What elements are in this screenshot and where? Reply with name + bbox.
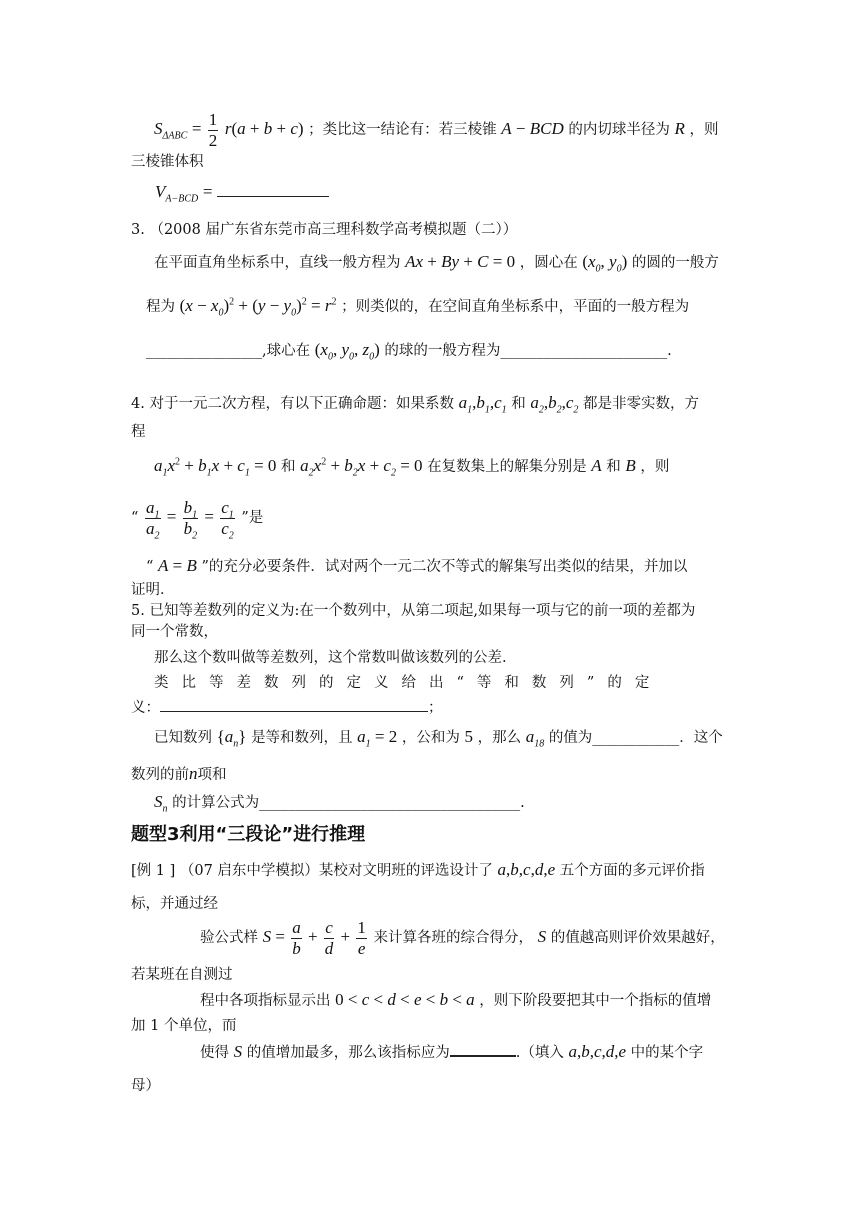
- text-definition: 义：: [131, 700, 160, 716]
- math-line-eq: Ax: [405, 252, 424, 271]
- problem-5-line2: 同一个常数，: [131, 624, 218, 640]
- text-then-2: ，则: [640, 459, 670, 475]
- example-1-line1: [例 1 ] （07 启东中学模拟）某校对文明班的评选设计了 a,b,c,d,e 五个方面的多元评价指: [131, 860, 705, 879]
- problem-4-ratio-line: “ $\frac{a_1}{a_2}$ = $\frac{b_1}{b_2}$ = $\frac{c_1}{c_2}$ ”是: [131, 498, 264, 541]
- math-sn: $S_n$: [154, 792, 168, 815]
- problem-4-line6: 证明．: [131, 582, 175, 598]
- math-s-triangle: $S_{\Delta ABC}$: [154, 119, 188, 142]
- example-1-line4: 若某班在自测过: [131, 967, 233, 983]
- text-make: 使得: [200, 1045, 229, 1061]
- text-increase-most: 的值增加最多，那么该指标应为: [246, 1045, 450, 1061]
- math-circle-eq: (: [179, 296, 186, 315]
- volume-line: $V_{A-BCD}$ =: [155, 182, 329, 202]
- math-abcde-2: a: [568, 1042, 577, 1061]
- text-solution-sets: 在复数集上的解集分别是: [427, 459, 587, 475]
- text-and: 和: [511, 396, 526, 412]
- text-analogy: ；类比这一结论有：若三棱锥: [308, 122, 497, 139]
- math-set-b: B: [625, 456, 636, 475]
- math-a1-eq-2: $a_1$: [357, 727, 371, 750]
- problem-3-line3: ________________,球心在 ($x_0$, $y_0$, $z_0$) 的球的一般方程为_______________________.: [146, 340, 672, 363]
- math-set-a: A: [591, 456, 602, 475]
- math-coeffs-1: $a_1$: [458, 393, 473, 416]
- problem-4-line3: $a_1x^2 + b_1x + c_1 = 0$ 和 $a_2x^2 + b_2x + c_2 = 0$ 在复数集上的解集分别是 A 和 B ，则: [154, 456, 670, 479]
- text-example-intro: [例 1 ] （07 启东中学模拟）某校对文明班的评选设计了: [131, 863, 493, 879]
- text-five-aspects: 五个方面的多元评价指: [559, 863, 705, 879]
- fraction-b1-b2: $\frac{b_1}{b_2}$: [183, 498, 198, 541]
- answer-blank-volume[interactable]: [217, 184, 329, 197]
- example-1-line8: 母）: [131, 1078, 160, 1094]
- text-empirical-formula: 验公式样: [200, 930, 258, 947]
- problem-5-line6: 已知数列 $\{a_n\}$ 是等和数列，且 $a_1 = 2$ ，公和为 5 ，那么 $a_{18}$ 的值为____________．这个: [154, 727, 723, 750]
- math-n: n: [189, 764, 198, 783]
- math-a18: $a_{18}$: [525, 727, 545, 750]
- problem-5-line8: [154, 792, 525, 815]
- example-1-line3: 验公式样 S = $\frac{a}{b}$ + $\frac{c}{d}$ + $\frac{1}{e}$ 来计算各班的综合得分， S 的值越高则评价效果越好，: [200, 918, 725, 958]
- problem-3-line1: 在平面直角坐标系中，直线一般方程为 Ax + By + C = 0 ，圆心在 ($x_0$, $y_0$) 的圆的一般方: [154, 252, 719, 275]
- text-higher-better: 的值越高则评价效果越好，: [550, 930, 725, 947]
- text-known-sequence: 已知数列: [154, 730, 212, 746]
- math-center-3d: $x_0$: [320, 340, 333, 363]
- math-a-eq-b: A: [158, 556, 169, 575]
- text-circle-general: 的圆的一般方: [631, 255, 719, 271]
- text-equal-sum-seq: 是等和数列，且: [251, 730, 353, 746]
- problem-3-line2: 程为 $(x - x_0)^2 + (y - y_0)^2 = r^2$ ；则类似的，在空间直角坐标系中，平面的一般方程为: [146, 296, 690, 319]
- example-1-line2: 标，并通过经: [131, 896, 218, 912]
- problem-3-header: 3. （2008 届广东省东莞市高三理科数学高考模拟题（二））: [131, 222, 518, 238]
- problem-5-line5: [131, 699, 443, 717]
- math-s-formula: S: [262, 927, 272, 947]
- text-and-3: 和: [606, 459, 621, 475]
- open-quote: “: [131, 510, 139, 527]
- problem-4-line2: 程: [131, 424, 146, 440]
- text-pyramid-volume: 三棱锥体积: [131, 154, 204, 170]
- text-center-at: ，圆心在: [519, 255, 578, 271]
- answer-blank-indicator[interactable]: [450, 1043, 516, 1057]
- text-inscribed-radius: 的内切球半径为: [568, 122, 670, 139]
- problem-5-line7: [131, 764, 227, 784]
- fraction-c-d: $\frac{c}{d}$: [324, 918, 334, 958]
- math-v-abcd: $V_{A-BCD}$: [155, 182, 199, 205]
- problem-5-line4: 类比等差数列的定义给出“等和数列”的定: [154, 675, 663, 691]
- formula-line-1: $S_{\Delta ABC}$ = $\frac{1}{2}$ r(a + b + c) ；类比这一结论有：若三棱锥 A − BCD 的内切球半径为 R ，则: [154, 110, 719, 150]
- fraction-c1-c2: $\frac{c_1}{c_2}$: [221, 498, 234, 541]
- fraction-half: $\frac{1}{2}$: [208, 110, 218, 150]
- answer-blank-sphere[interactable]: 的球的一般方程为_______________________.: [384, 343, 672, 359]
- math-s-2: S: [233, 1042, 243, 1061]
- fraction-1-e: $\frac{1}{e}$: [357, 918, 366, 958]
- text-fill-in: .（填入: [515, 1045, 564, 1061]
- math-coeffs-2: $a_2$: [530, 393, 544, 416]
- math-inequality: 0 <: [335, 990, 362, 1009]
- text-necessary-sufficient: ”的充分必要条件．试对两个一元二次不等式的解集写出类似的结果，并加以: [201, 559, 688, 575]
- problem-5-line1: 5. 已知等差数列的定义为:在一个数列中，从第二项起,如果每一项与它的前一项的差都为: [131, 603, 696, 619]
- text-quadratic-intro: 4. 对于一元二次方程，有以下正确命题：如果系数: [131, 396, 454, 412]
- math-s: S: [537, 927, 547, 947]
- math-area-formula: r: [224, 119, 232, 139]
- text-is: 程为: [146, 299, 175, 315]
- math-center-2d: $x_0$: [588, 252, 601, 275]
- example-1-line5: 程中各项指标显示出 0 < c < d < e < b < a ，则下阶段要把其中一个指标的值增: [200, 990, 712, 1009]
- answer-blank-a18[interactable]: 的值为____________．这个: [548, 730, 723, 746]
- math-r: R: [674, 119, 685, 139]
- close-quote-is: ”是: [241, 510, 264, 527]
- math-sequence-an: $a_n$: [224, 727, 239, 750]
- section-heading: 题型3利用“三段论”进行推理: [131, 824, 366, 845]
- math-abcde: a: [497, 860, 507, 879]
- fraction-a1-a2: $\frac{a_1}{a_2}$: [146, 498, 160, 541]
- math-eq2: $a_2x^2$: [300, 456, 327, 479]
- text-nonzero: 都是非零实数，方: [582, 396, 699, 412]
- text-indicators-show: 程中各项指标显示出: [200, 993, 331, 1009]
- math-five: 5: [464, 727, 473, 746]
- text-and-2: 和: [281, 459, 296, 475]
- text-common-sum: ，公和为: [401, 730, 460, 746]
- text-line-equation: 在平面直角坐标系中，直线一般方程为: [154, 255, 401, 271]
- answer-blank-plane[interactable]: ________________,球心在: [146, 343, 311, 359]
- fraction-a-b: $\frac{a}{b}$: [292, 918, 301, 958]
- text-compute-score: 来计算各班的综合得分，: [373, 930, 533, 947]
- math-pyramid: A: [501, 119, 512, 139]
- problem-5-line3: 那么这个数叫做等差数列，这个常数叫做该数列的公差.: [154, 650, 507, 666]
- text-semicolon: ；: [428, 700, 443, 716]
- math-eq1: $a_1x^2$: [154, 456, 181, 479]
- text-first: 数列的前: [131, 767, 189, 783]
- text-some-letter: 中的某个字: [630, 1045, 704, 1061]
- example-1-line7: 使得 S 的值增加最多，那么该指标应为 .（填入 a,b,c,d,e 中的某个字: [200, 1042, 704, 1061]
- answer-blank-definition[interactable]: [160, 699, 428, 712]
- text-then-3: ，那么: [477, 730, 522, 746]
- example-1-line6: 加 1 个单位，而: [131, 1018, 237, 1034]
- text-next-stage: ，则下阶段要把其中一个指标的值增: [479, 993, 712, 1009]
- text-then: ，则: [689, 122, 719, 139]
- open-quote-2: “: [146, 559, 154, 575]
- text-similarly-plane: ；则类似的，在空间直角坐标系中，平面的一般方程为: [341, 299, 690, 315]
- problem-4-line5: “ A = B ”的充分必要条件．试对两个一元二次不等式的解集写出类似的结果，并加以: [146, 556, 688, 575]
- problem-4-line1: 4. 对于一元二次方程，有以下正确命题：如果系数 $a_1,b_1,c_1$ 和 $a_2,b_2,c_2$ 都是非零实数，方: [131, 393, 699, 416]
- answer-blank-sn[interactable]: 的计算公式为____________________________________.: [172, 795, 525, 811]
- text-terms-sum: 项和: [197, 767, 227, 783]
